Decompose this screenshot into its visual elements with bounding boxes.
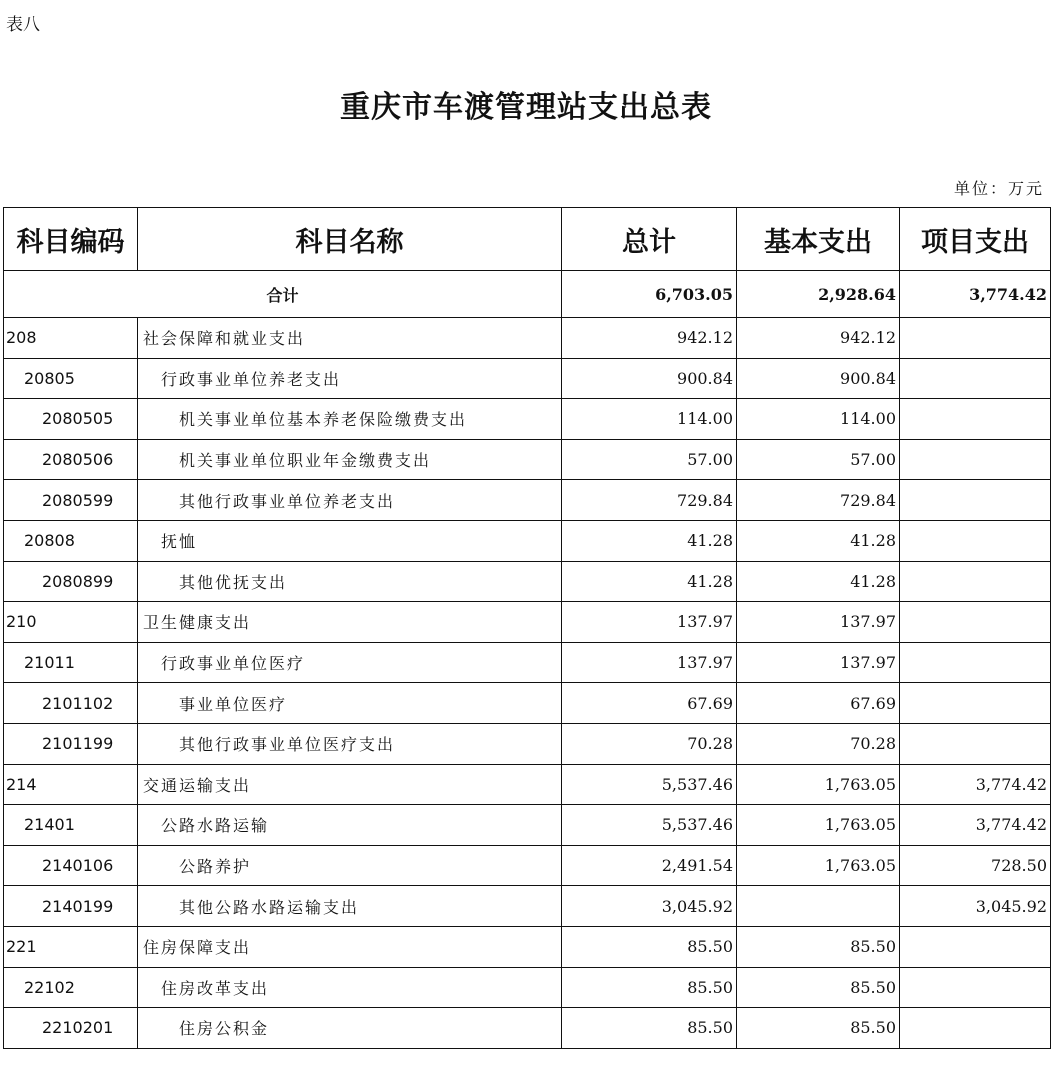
total-amount: 6,703.05 [562,271,737,318]
subject-code: 208 [4,318,138,359]
total-amount: 5,537.46 [562,805,737,846]
subject-name: 其他优抚支出 [138,561,562,602]
subject-code: 20805 [4,358,138,399]
subject-name: 机关事业单位基本养老保险缴费支出 [138,399,562,440]
total-project: 3,774.42 [900,271,1051,318]
table-row [4,642,1051,683]
project-amount [900,520,1051,561]
basic-amount: 41.28 [737,561,900,602]
project-amount [900,561,1051,602]
table-row [4,805,1051,846]
project-amount: 728.50 [900,845,1051,886]
subject-code: 2080505 [4,399,138,440]
total-amount: 85.50 [562,1008,737,1049]
total-amount: 2,491.54 [562,845,737,886]
project-amount [900,399,1051,440]
subject-name: 公路水路运输 [138,805,562,846]
project-amount [900,1008,1051,1049]
table-row [4,764,1051,805]
basic-amount: 1,763.05 [737,845,900,886]
project-amount [900,480,1051,521]
project-amount [900,439,1051,480]
subject-code: 2080599 [4,480,138,521]
table-row [4,683,1051,724]
header-name: 科目名称 [138,208,562,271]
table-row [4,926,1051,967]
basic-amount: 85.50 [737,926,900,967]
project-amount [900,926,1051,967]
total-amount: 729.84 [562,480,737,521]
basic-amount: 1,763.05 [737,805,900,846]
subject-name: 机关事业单位职业年金缴费支出 [138,439,562,480]
basic-amount: 729.84 [737,480,900,521]
subject-code: 2140199 [4,886,138,927]
table-row [4,318,1051,359]
subject-code: 2080899 [4,561,138,602]
table-row [4,439,1051,480]
project-amount [900,318,1051,359]
expenditure-table [3,207,1051,1049]
page-title: 重庆市车渡管理站支出总表 [340,90,712,125]
basic-amount: 900.84 [737,358,900,399]
subject-name: 住房改革支出 [138,967,562,1008]
header-project: 项目支出 [900,208,1051,271]
total-amount: 900.84 [562,358,737,399]
header-code: 科目编码 [4,208,138,271]
subject-code: 22102 [4,967,138,1008]
total-amount: 85.50 [562,967,737,1008]
basic-amount [737,886,900,927]
subject-code: 20808 [4,520,138,561]
subject-code: 21401 [4,805,138,846]
subject-name: 其他行政事业单位医疗支出 [138,723,562,764]
table-row [4,1008,1051,1049]
total-amount: 41.28 [562,561,737,602]
subject-code: 2080506 [4,439,138,480]
basic-amount: 942.12 [737,318,900,359]
total-amount: 70.28 [562,723,737,764]
project-amount [900,602,1051,643]
total-amount: 114.00 [562,399,737,440]
subject-code: 221 [4,926,138,967]
basic-amount: 114.00 [737,399,900,440]
table-header-row [4,208,1051,271]
header-basic: 基本支出 [737,208,900,271]
total-amount: 67.69 [562,683,737,724]
subject-name: 抚恤 [138,520,562,561]
total-amount: 5,537.46 [562,764,737,805]
subject-name: 其他行政事业单位养老支出 [138,480,562,521]
table-row [4,886,1051,927]
total-label: 合计 [4,271,562,318]
basic-amount: 41.28 [737,520,900,561]
subject-code: 2140106 [4,845,138,886]
total-amount: 137.97 [562,602,737,643]
project-amount [900,683,1051,724]
project-amount [900,642,1051,683]
table-row [4,967,1051,1008]
table-row [4,561,1051,602]
subject-name: 行政事业单位医疗 [138,642,562,683]
project-amount: 3,774.42 [900,805,1051,846]
total-amount: 41.28 [562,520,737,561]
basic-amount: 67.69 [737,683,900,724]
subject-code: 214 [4,764,138,805]
project-amount: 3,774.42 [900,764,1051,805]
table-row [4,520,1051,561]
project-amount [900,358,1051,399]
subject-name: 事业单位医疗 [138,683,562,724]
total-basic: 2,928.64 [737,271,900,318]
total-amount: 137.97 [562,642,737,683]
basic-amount: 85.50 [737,967,900,1008]
total-amount: 57.00 [562,439,737,480]
subject-code: 21011 [4,642,138,683]
subject-name: 社会保障和就业支出 [138,318,562,359]
table-row [4,399,1051,440]
subject-name: 行政事业单位养老支出 [138,358,562,399]
unit-label: 单位：万元 [953,179,1044,198]
basic-amount: 70.28 [737,723,900,764]
table-row [4,602,1051,643]
table-row [4,845,1051,886]
subject-code: 2101199 [4,723,138,764]
basic-amount: 137.97 [737,642,900,683]
table-number-label: 表八 [6,15,40,35]
project-amount: 3,045.92 [900,886,1051,927]
subject-name: 卫生健康支出 [138,602,562,643]
total-amount: 3,045.92 [562,886,737,927]
basic-amount: 1,763.05 [737,764,900,805]
header-total: 总计 [562,208,737,271]
subject-name: 公路养护 [138,845,562,886]
subject-name: 住房公积金 [138,1008,562,1049]
subject-name: 交通运输支出 [138,764,562,805]
total-amount: 85.50 [562,926,737,967]
project-amount [900,723,1051,764]
basic-amount: 85.50 [737,1008,900,1049]
table-row [4,480,1051,521]
subject-code: 210 [4,602,138,643]
basic-amount: 137.97 [737,602,900,643]
project-amount [900,967,1051,1008]
subject-name: 住房保障支出 [138,926,562,967]
subject-code: 2210201 [4,1008,138,1049]
subject-code: 2101102 [4,683,138,724]
total-amount: 942.12 [562,318,737,359]
subject-name: 其他公路水路运输支出 [138,886,562,927]
basic-amount: 57.00 [737,439,900,480]
total-row [4,271,1051,318]
table-row [4,723,1051,764]
table-row [4,358,1051,399]
